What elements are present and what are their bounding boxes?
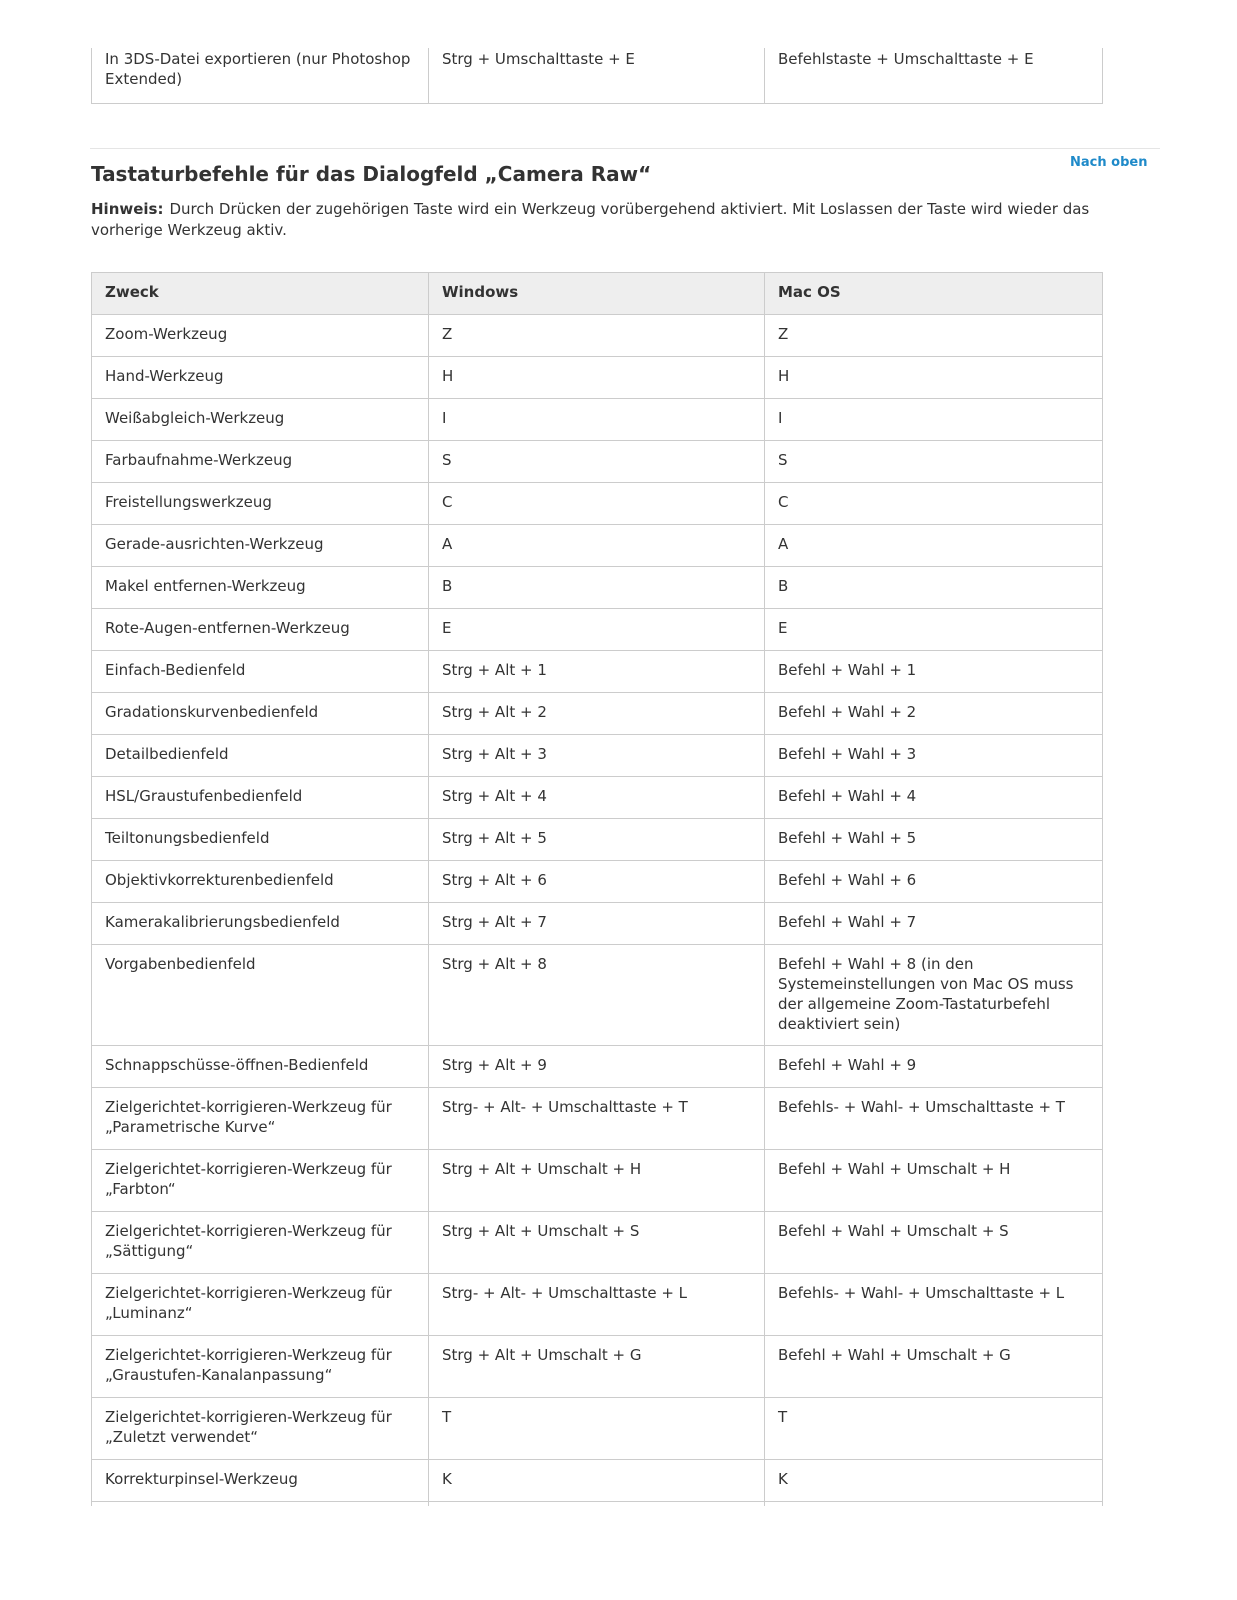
mac-shortcut-cell: Befehl + Wahl + 2 — [765, 693, 1103, 735]
mac-shortcut-cell: Befehl + Wahl + 9 — [765, 1046, 1103, 1088]
table-row — [92, 903, 1103, 945]
mac-shortcut-cell: H — [765, 357, 1103, 399]
table-row — [92, 525, 1103, 567]
purpose-cell: Gradationskurvenbedienfeld — [92, 693, 429, 735]
table-row — [92, 48, 1103, 104]
table-row — [92, 315, 1103, 357]
table-row — [92, 483, 1103, 525]
mac-shortcut-cell: Befehl + Wahl + 5 — [765, 819, 1103, 861]
mac-shortcut-cell: Befehl + Wahl + 6 — [765, 861, 1103, 903]
mac-shortcut-cell: C — [765, 483, 1103, 525]
purpose-cell: Freistellungswerkzeug — [92, 483, 429, 525]
purpose-cell: Zielgerichtet-korrigieren-Werkzeug für „Graustufen-Kanalanpassung“ — [92, 1336, 429, 1398]
section-heading: Tastaturbefehle für das Dialogfeld „Camera Raw“ — [91, 162, 652, 186]
note-text: Durch Drücken der zugehörigen Taste wird ein Werkzeug vorübergehend aktiviert. Mit Loslassen der Taste wird wieder das vorherige Werkzeug aktiv. — [91, 200, 1090, 239]
purpose-cell: Vorgabenbedienfeld — [92, 945, 429, 1046]
table-row — [92, 1088, 1103, 1150]
purpose-cell: Zielgerichtet-korrigieren-Werkzeug für „Luminanz“ — [92, 1274, 429, 1336]
purpose-cell: Gerade-ausrichten-Werkzeug — [92, 525, 429, 567]
purpose-cell: Zielgerichtet-korrigieren-Werkzeug für „Farbton“ — [92, 1150, 429, 1212]
windows-shortcut-cell: Strg + Alt + 3 — [429, 735, 765, 777]
windows-shortcut-cell: I — [429, 399, 765, 441]
column-header-purpose: Zweck — [92, 273, 429, 315]
purpose-cell: Einfach-Bedienfeld — [92, 651, 429, 693]
mac-shortcut-cell: Befehl + Wahl + Umschalt + S — [765, 1212, 1103, 1274]
table-row — [92, 651, 1103, 693]
table-row — [92, 1046, 1103, 1088]
windows-shortcut-cell: Strg- + Alt- + Umschalttaste + T — [429, 1088, 765, 1150]
mac-shortcut-cell: K — [765, 1460, 1103, 1502]
purpose-cell: Zielgerichtet-korrigieren-Werkzeug für „Zuletzt verwendet“ — [92, 1398, 429, 1460]
mac-shortcut-cell: Befehlstaste + Umschalttaste + E — [765, 48, 1103, 104]
note-paragraph — [91, 199, 1141, 241]
windows-shortcut-cell: Strg + Alt + 5 — [429, 819, 765, 861]
table-row — [92, 357, 1103, 399]
windows-shortcut-cell: Strg + Alt + 2 — [429, 693, 765, 735]
mac-shortcut-cell: Befehl + Wahl + 4 — [765, 777, 1103, 819]
windows-shortcut-cell: C — [429, 483, 765, 525]
table-row — [92, 609, 1103, 651]
section-divider — [90, 148, 1160, 149]
mac-shortcut-cell: Befehl + Wahl + 3 — [765, 735, 1103, 777]
windows-shortcut-cell: Strg + Alt + Umschalt + S — [429, 1212, 765, 1274]
purpose-cell: Zoom-Werkzeug — [92, 315, 429, 357]
mac-shortcut-cell: Befehl + Wahl + Umschalt + G — [765, 1336, 1103, 1398]
camera-raw-shortcuts-table — [91, 272, 1103, 1506]
windows-shortcut-cell: K — [429, 1460, 765, 1502]
table-row — [92, 1150, 1103, 1212]
windows-shortcut-cell: H — [429, 357, 765, 399]
windows-shortcut-cell: Strg + Alt + 6 — [429, 861, 765, 903]
table-body — [92, 315, 1103, 1507]
column-header-mac: Mac OS — [765, 273, 1103, 315]
mac-shortcut-cell: A — [765, 525, 1103, 567]
mac-shortcut-cell: Befehl + Wahl + 1 — [765, 651, 1103, 693]
table-header-row — [92, 273, 1103, 315]
windows-shortcut-cell: A — [429, 525, 765, 567]
windows-shortcut-cell: T — [429, 1398, 765, 1460]
purpose-cell: Zielgerichtet-korrigieren-Werkzeug für „Sättigung“ — [92, 1212, 429, 1274]
empty-cell — [429, 1502, 765, 1507]
windows-shortcut-cell: Z — [429, 315, 765, 357]
export-shortcuts-table — [91, 48, 1103, 104]
table-row — [92, 735, 1103, 777]
windows-shortcut-cell: Strg + Alt + 8 — [429, 945, 765, 1046]
purpose-cell: Korrekturpinsel-Werkzeug — [92, 1460, 429, 1502]
windows-shortcut-cell: Strg + Alt + Umschalt + H — [429, 1150, 765, 1212]
purpose-cell: Kamerakalibrierungsbedienfeld — [92, 903, 429, 945]
table-row — [92, 693, 1103, 735]
table-row — [92, 945, 1103, 1046]
windows-shortcut-cell: Strg + Alt + 7 — [429, 903, 765, 945]
table-row — [92, 1398, 1103, 1460]
table-row — [92, 1460, 1103, 1502]
mac-shortcut-cell: E — [765, 609, 1103, 651]
purpose-cell: Zielgerichtet-korrigieren-Werkzeug für „Parametrische Kurve“ — [92, 1088, 429, 1150]
mac-shortcut-cell: Befehl + Wahl + 7 — [765, 903, 1103, 945]
table-row — [92, 861, 1103, 903]
mac-shortcut-cell: Befehl + Wahl + 8 (in den Systemeinstellungen von Mac OS muss der allgemeine Zoom-Tastaturbefehl deaktiviert sein) — [765, 945, 1103, 1046]
purpose-cell: In 3DS-Datei exportieren (nur Photoshop Extended) — [92, 48, 429, 104]
windows-shortcut-cell: Strg- + Alt- + Umschalttaste + L — [429, 1274, 765, 1336]
windows-shortcut-cell: Strg + Umschalttaste + E — [429, 48, 765, 104]
table-row — [92, 567, 1103, 609]
windows-shortcut-cell: E — [429, 609, 765, 651]
table-row — [92, 819, 1103, 861]
table-row — [92, 1212, 1103, 1274]
mac-shortcut-cell: B — [765, 567, 1103, 609]
mac-shortcut-cell: Befehls- + Wahl- + Umschalttaste + T — [765, 1088, 1103, 1150]
table-row — [92, 399, 1103, 441]
purpose-cell: Weißabgleich-Werkzeug — [92, 399, 429, 441]
back-to-top-link[interactable]: Nach oben — [1070, 155, 1148, 170]
mac-shortcut-cell: S — [765, 441, 1103, 483]
table-row — [92, 1274, 1103, 1336]
note-label: Hinweis: — [91, 200, 164, 218]
windows-shortcut-cell: Strg + Alt + 1 — [429, 651, 765, 693]
column-header-windows: Windows — [429, 273, 765, 315]
windows-shortcut-cell: B — [429, 567, 765, 609]
mac-shortcut-cell: Befehl + Wahl + Umschalt + H — [765, 1150, 1103, 1212]
table-row — [92, 441, 1103, 483]
windows-shortcut-cell: S — [429, 441, 765, 483]
mac-shortcut-cell: T — [765, 1398, 1103, 1460]
table-row — [92, 777, 1103, 819]
purpose-cell: HSL/Graustufenbedienfeld — [92, 777, 429, 819]
mac-shortcut-cell: Z — [765, 315, 1103, 357]
windows-shortcut-cell: Strg + Alt + 4 — [429, 777, 765, 819]
mac-shortcut-cell: Befehls- + Wahl- + Umschalttaste + L — [765, 1274, 1103, 1336]
purpose-cell: Rote-Augen-entfernen-Werkzeug — [92, 609, 429, 651]
mac-shortcut-cell: I — [765, 399, 1103, 441]
empty-cell — [765, 1502, 1103, 1507]
purpose-cell: Detailbedienfeld — [92, 735, 429, 777]
empty-cell — [92, 1502, 429, 1507]
table-row — [92, 1336, 1103, 1398]
windows-shortcut-cell: Strg + Alt + Umschalt + G — [429, 1336, 765, 1398]
purpose-cell: Hand-Werkzeug — [92, 357, 429, 399]
purpose-cell: Teiltonungsbedienfeld — [92, 819, 429, 861]
windows-shortcut-cell: Strg + Alt + 9 — [429, 1046, 765, 1088]
purpose-cell: Farbaufnahme-Werkzeug — [92, 441, 429, 483]
purpose-cell: Makel entfernen-Werkzeug — [92, 567, 429, 609]
table-row-partial — [92, 1502, 1103, 1507]
purpose-cell: Schnappschüsse-öffnen-Bedienfeld — [92, 1046, 429, 1088]
purpose-cell: Objektivkorrekturenbedienfeld — [92, 861, 429, 903]
